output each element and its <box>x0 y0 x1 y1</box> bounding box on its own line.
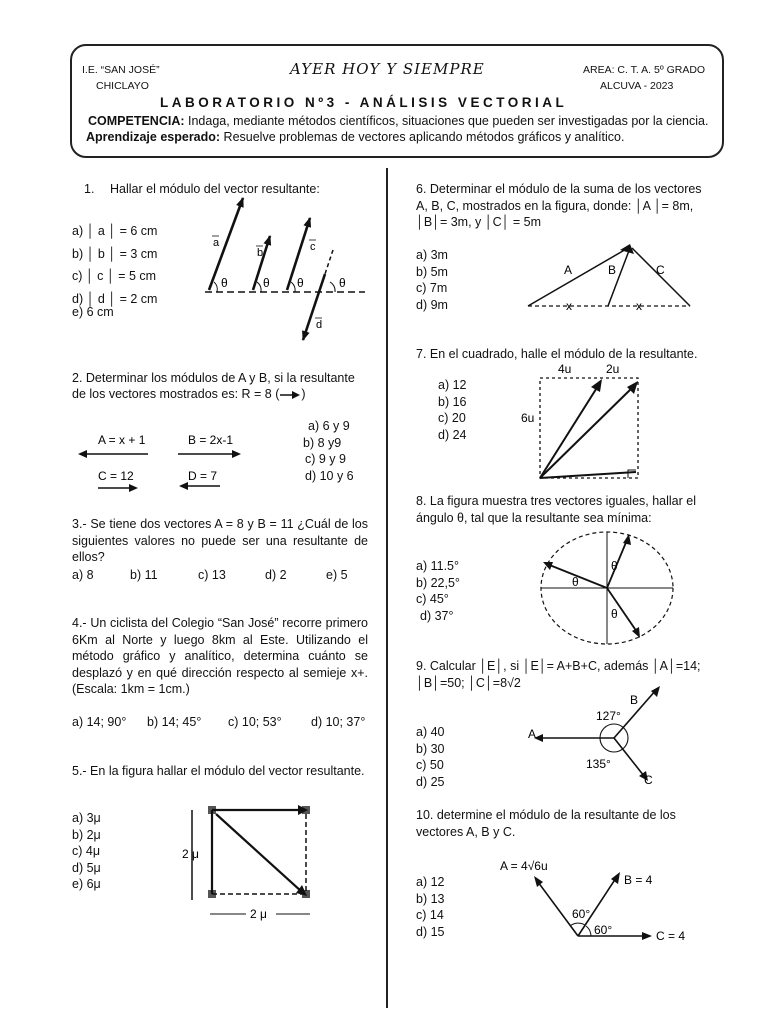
q7-top-label-1: 4u <box>558 362 572 376</box>
q3-option-c: c) 13 <box>198 568 226 582</box>
q1-dashed-ext <box>325 250 333 274</box>
q9-label-A: A <box>528 727 537 741</box>
q7-vector-3 <box>540 472 636 478</box>
school-name: I.E. “SAN JOSÉ” <box>82 64 160 76</box>
q9-options <box>416 724 445 790</box>
competencia-text: Indaga, mediante métodos científicos, situaciones que pueden ser investigadas por la ciencia. <box>184 114 709 128</box>
q9-text-2: │B│=50; │C│=8√2 <box>416 676 521 690</box>
q7-vector-2 <box>540 386 634 478</box>
year-label: ALCUVA - 2023 <box>600 80 674 92</box>
q6-vector-C <box>632 248 690 306</box>
q7-side-label: 6u <box>521 411 535 425</box>
q6-figure <box>520 238 700 318</box>
q2-text-2-end: ) <box>301 387 306 401</box>
q9-figure <box>520 680 670 792</box>
q5-option-c: c) 4μ <box>72 844 101 858</box>
q4-option-a: a) 14; 90° <box>72 715 127 729</box>
q2-text-1: 2. Determinar los módulos de A y B, si la resultante <box>72 371 355 385</box>
q8-option-a: a) 11.5° <box>416 559 459 573</box>
q10-option-b: b) 13 <box>416 891 445 906</box>
aprendizaje <box>86 130 624 144</box>
aprendizaje-label: Aprendizaje esperado: <box>86 130 221 144</box>
q2-text-2 <box>72 386 306 403</box>
q10-option-d: d) 15 <box>416 924 445 939</box>
q9-option-b: b) 30 <box>416 741 445 756</box>
q2-text-2-start: de los vectores mostrados es: R = 8 ( <box>72 387 280 401</box>
q6-label-x2: x <box>636 299 642 313</box>
q1-arc-b <box>257 282 261 292</box>
q2-figure <box>78 430 258 492</box>
q1-label-d: d <box>316 319 323 331</box>
q9-vector-C <box>614 738 644 776</box>
q3-option-d: d) 2 <box>265 568 287 582</box>
q1-arc-a <box>214 282 217 292</box>
q8-theta-2: θ <box>572 575 579 589</box>
q1-options <box>72 220 157 310</box>
q7-options <box>438 377 467 443</box>
q1-arc-c <box>291 282 295 292</box>
q1-figure <box>195 190 370 350</box>
q5-options <box>72 810 101 893</box>
q1-theta-2: θ <box>263 276 270 290</box>
q9-option-d: d) 25 <box>416 774 445 789</box>
q6-text: 6. Determinar el módulo de la suma de los vectores A, B, C, mostrados en la figura, donde: │A │= 8m, │B│= 3m, y │C│ = 5m <box>416 182 702 229</box>
q6-vector-A <box>528 248 628 306</box>
competencia-label: COMPETENCIA: <box>88 114 185 128</box>
q2-option-a: a) 6 y 9 <box>308 419 350 433</box>
q2-option-b: b) 8 y9 <box>303 435 342 450</box>
q1-number: 1. <box>84 182 95 196</box>
q7-option-b: b) 16 <box>438 394 467 409</box>
q10-angle-1: 60° <box>572 907 591 921</box>
q9-angle-1: 127° <box>596 709 621 723</box>
q10-angle-2: 60° <box>594 923 613 937</box>
q4-option-c: c) 10; 53° <box>228 715 282 729</box>
q5-bottom-label: 2 μ <box>250 907 267 921</box>
q7-figure <box>518 360 648 482</box>
q5-vector-diag <box>216 814 302 892</box>
column-divider <box>386 168 388 1008</box>
q8-theta-3: θ <box>611 607 618 621</box>
q10-label-A: A = 4√6u <box>500 859 548 873</box>
q10-options <box>416 874 445 940</box>
q8-figure <box>535 528 675 648</box>
q6-option-c: c) 7m <box>416 281 448 295</box>
q9-option-c: c) 50 <box>416 758 444 772</box>
q5-option-d: d) 5μ <box>72 860 101 875</box>
q1-option-d: d) │ d │ = 2 cm <box>72 291 158 306</box>
q7-option-c: c) 20 <box>438 411 466 425</box>
q1-arc-d <box>330 282 335 292</box>
q9-angle-2: 135° <box>586 757 611 771</box>
q8-theta-1: θ <box>611 559 618 573</box>
q3-text: 3.- Se tiene dos vectores A = 8 y B = 11 ¿Cuál de los siguientes valores no puede ser una resultante de ellos? <box>72 517 368 564</box>
q8-option-d: d) 37° <box>420 608 454 623</box>
q2-label-A: A = x + 1 <box>98 433 146 447</box>
q6-option-a: a) 3m <box>416 248 448 262</box>
q10-option-c: c) 14 <box>416 908 444 922</box>
q2-label-D: D = 7 <box>188 469 218 483</box>
q1-label-a: a <box>213 237 220 249</box>
q5-option-e: e) 6μ <box>72 877 101 891</box>
q8-options <box>416 558 460 624</box>
q6-option-b: b) 5m <box>416 264 448 279</box>
q7-text: 7. En el cuadrado, halle el módulo de la resultante. <box>416 347 698 361</box>
q6-label-x1: x <box>566 299 572 313</box>
q5-option-b: b) 2μ <box>72 827 101 842</box>
q8-text: 8. La figura muestra tres vectores iguales, hallar el ángulo θ, tal que la resultante sea mínima: <box>416 494 696 525</box>
q9-label-B: B <box>630 693 639 707</box>
q10-label-B: B = 4 <box>624 873 653 887</box>
q6-label-C: C <box>656 263 665 277</box>
q2-label-C: C = 12 <box>98 469 134 483</box>
q1-option-e: e) 6 cm <box>72 305 114 319</box>
q7-vector-1 <box>540 386 598 478</box>
q7-top-label-2: 2u <box>606 362 620 376</box>
q2-option-c: c) 9 y 9 <box>305 452 346 466</box>
area-grade: AREA: C. T. A. 5º GRADO <box>583 64 706 76</box>
q6-option-d: d) 9m <box>416 297 448 312</box>
q1-theta-4: θ <box>339 276 346 290</box>
q3-option-b: b) 11 <box>130 568 158 582</box>
q1-option-b: b) │ b │ = 3 cm <box>72 246 158 261</box>
q10-option-a: a) 12 <box>416 875 445 889</box>
q1-label-c: c <box>310 241 316 253</box>
q3-option-e: e) 5 <box>326 568 348 582</box>
q2-label-B: B = 2x-1 <box>188 433 234 447</box>
page-title: LABORATORIO Nº3 - ANÁLISIS VECTORIAL <box>160 95 568 110</box>
q2-option-d: d) 10 y 6 <box>305 468 354 483</box>
q2-arrow-right-icon <box>279 390 301 400</box>
aprendizaje-text: Resuelve problemas de vectores aplicando métodos gráficos y analítico. <box>220 130 625 144</box>
q8-option-b: b) 22,5° <box>416 575 460 590</box>
q1-text: Hallar el módulo del vector resultante: <box>110 182 320 196</box>
q1-label-b: b <box>257 247 264 259</box>
q5-option-a: a) 3μ <box>72 811 101 825</box>
q10-label-C: C = 4 <box>656 929 686 942</box>
q3-option-a: a) 8 <box>72 568 94 582</box>
q4-text: 4.- Un ciclista del Colegio “San José” recorre primero 6Km al Norte y luego 8km al Este. Utilizando el método gráfico y analítico, determina cuánto se desplazó y en qué dirección respecto al semieje x+. (Escala: 1km = 1cm.) <box>72 616 368 696</box>
q9-text-1: 9. Calcular │E│, si │E│= A+B+C, además │A│=14; <box>416 659 701 673</box>
competencia <box>88 114 728 128</box>
q7-option-a: a) 12 <box>438 378 467 392</box>
q1-option-a: a) │ a │ = 6 cm <box>72 224 158 238</box>
q1-theta-3: θ <box>297 276 304 290</box>
q4-option-d: d) 10; 37° <box>311 715 366 729</box>
q6-vector-B <box>608 248 630 306</box>
q6-label-A: A <box>564 263 573 277</box>
q1-option-c: c) │ c │ = 5 cm <box>72 269 157 283</box>
q5-text: 5.- En la figura hallar el módulo del vector resultante. <box>72 764 365 778</box>
motto: AYER HOY Y SIEMPRE <box>290 60 485 78</box>
q5-side-label: 2 μ <box>182 847 199 861</box>
q9-label-C: C <box>644 773 653 787</box>
city-name: CHICLAYO <box>96 80 149 92</box>
q10-figure <box>490 850 700 942</box>
q10-text: 10. determine el módulo de la resultante de los vectores A, B y C. <box>416 808 676 839</box>
q5-figure <box>178 800 328 924</box>
q8-option-c: c) 45° <box>416 592 449 606</box>
q2-options <box>303 418 354 484</box>
q9-option-a: a) 40 <box>416 725 445 739</box>
q1-theta-1: θ <box>221 276 228 290</box>
q6-options <box>416 247 448 313</box>
q6-label-B: B <box>608 263 617 277</box>
q7-option-d: d) 24 <box>438 427 467 442</box>
q4-option-b: b) 14; 45° <box>147 715 202 729</box>
